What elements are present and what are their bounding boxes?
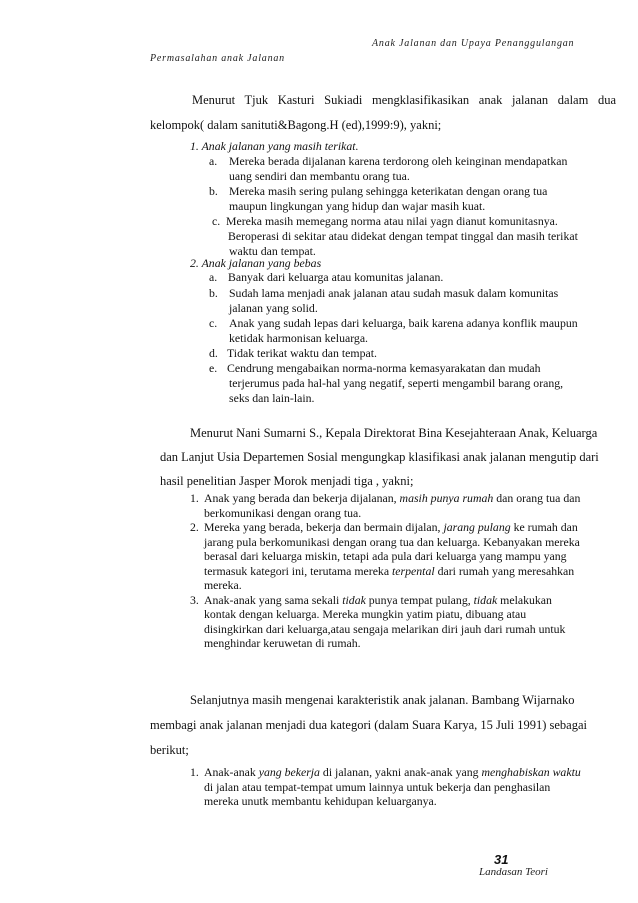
list-text: ketidak harmonisan keluarga. (229, 331, 369, 345)
list-text: Tidak terikat waktu dan tempat. (227, 346, 377, 360)
page-number: 31 (494, 852, 509, 867)
list-marker: c. (212, 214, 221, 228)
list-item (209, 270, 629, 286)
section1-line2: kelompok( dalam sanituti&Bagong.H (ed),1999:9), yakni; (150, 118, 442, 132)
list-item (209, 346, 629, 361)
list-item (209, 154, 629, 169)
list-item-cont (190, 506, 620, 521)
list-item-cont (190, 794, 620, 809)
section2-line2: dan Lanjut Usia Departemen Sosial mengungkap klasifikasi anak jalanan mengutip dari (160, 450, 599, 464)
list-item-cont (209, 199, 629, 214)
list-text: seks dan lain-lain. (229, 391, 315, 405)
list-text: Banyak dari keluarga atau komunitas jalanan. (228, 270, 444, 284)
list-text: termasuk kategori ini, terutama mereka terpental dari rumah yang meresahkan (204, 563, 575, 578)
list-marker: 1. (190, 765, 199, 779)
group1-title: 1. Anak jalanan yang masih terikat. (190, 139, 359, 153)
list-marker: 2. (190, 520, 199, 534)
list-text: Anak yang berada dan bekerja dijalanan, masih punya rumah dan orang tua dan (204, 491, 581, 505)
list-text: Sudah lama menjadi anak jalanan atau sudah masuk dalam komunitas (229, 286, 559, 300)
list-item (209, 184, 629, 199)
list-item-cont (209, 376, 629, 391)
section3-line2: membagi anak jalanan menjadi dua kategori (dalam Suara Karya, 15 Juli 1991) sebagai (150, 718, 587, 732)
list-marker: d. (209, 346, 218, 360)
list-item-cont (190, 622, 620, 637)
list-item (190, 491, 620, 506)
list-item-cont (190, 549, 620, 564)
list-item (209, 214, 629, 229)
list-item-cont (190, 578, 620, 593)
list-marker: 1. (190, 491, 199, 505)
section2-line1: Menurut Nani Sumarni S., Kepala Direktorat Bina Kesejahteraan Anak, Keluarga (190, 426, 598, 440)
list-text: disingkirkan dari keluarga,atau sengaja melarikan diri jauh dari rumah untuk (204, 621, 566, 636)
section3-line1: Selanjutnya masih mengenai karakteristik anak jalanan. Bambang Wijarnako (190, 693, 575, 707)
list-text: kontak dengan keluarga. Mereka mungkin yatim piatu, dibuang atau (204, 607, 527, 621)
list-item-cont (209, 391, 629, 406)
list-item-cont (190, 780, 620, 795)
list-text: uang sendiri dan membantu orang tua. (229, 169, 410, 183)
list-text: Mereka berada dijalanan karena terdorong oleh keinginan mendapatkan (229, 154, 568, 168)
list-item (190, 765, 620, 780)
list-marker: c. (209, 316, 218, 330)
group1-list (209, 154, 629, 259)
list-marker: e. (209, 361, 218, 375)
list-text: Anak-anak yang sama sekali tidak punya tempat pulang, tidak melakukan (204, 592, 552, 607)
list-text: menghindar keruwetan di rumah. (204, 636, 361, 650)
list-text: berkomunikasi dengan orang tua. (204, 505, 362, 520)
section3-list (190, 765, 620, 809)
section2-list (190, 491, 620, 651)
list-item-cont (209, 229, 629, 244)
list-item-cont (190, 636, 620, 651)
running-header-left: Permasalahan anak Jalanan (150, 53, 285, 64)
list-item (209, 361, 629, 376)
group2-title: 2. Anak jalanan yang bebas (190, 256, 322, 270)
list-text: Mereka yang berada, bekerja dan bermain dijalan, jarang pulang ke rumah dan (204, 520, 578, 534)
section3-line3: berikut; (150, 743, 189, 757)
list-marker: b. (209, 286, 218, 300)
list-text: mereka. (204, 578, 242, 592)
list-text: Mereka masih sering pulang sehingga keterikatan dengan orang tua (229, 184, 548, 198)
list-marker: a. (209, 154, 218, 168)
list-text: Mereka masih memegang norma atau nilai yagn dianut komunitasnya. (226, 214, 558, 228)
group2-list (209, 270, 629, 406)
list-marker: b. (209, 184, 218, 198)
list-text: Cendrung mengabaikan norma-norma kemasyarakatan dan mudah (227, 361, 541, 375)
list-item (209, 286, 629, 301)
list-text: waktu dan tempat. (229, 244, 316, 258)
list-item (190, 593, 620, 608)
section2-line3: hasil penelitian Jasper Morok menjadi tiga , yakni; (160, 474, 414, 488)
list-item-cont (209, 301, 629, 316)
list-text: jarang pula berkomunikasi dengan orang tua dan keluarga. Kebanyakan mereka (204, 534, 580, 549)
list-item-cont (190, 535, 620, 550)
list-text: terjerumus pada hal-hal yang negatif, seperti mengambil barang orang, (229, 376, 564, 390)
list-marker: a. (209, 270, 218, 284)
list-text: mereka unutk membantu kehidupan keluarganya. (204, 794, 437, 808)
running-header-right: Anak Jalanan dan Upaya Penanggulangan (372, 38, 575, 49)
list-item-cont (209, 169, 629, 184)
list-item-cont (190, 564, 620, 579)
list-text: Beroperasi di sekitar atau didekat dengan tempat tinggal dan masih terikat (228, 229, 578, 243)
footer-chapter: Landasan Teori (479, 866, 548, 878)
list-item-cont (190, 607, 620, 622)
list-text: Anak-anak yang bekerja di jalanan, yakni anak-anak yang menghabiskan waktu (204, 765, 581, 779)
list-text: maupun lingkungan yang hidup dan wajar masih kuat. (229, 199, 486, 213)
list-item-cont (209, 331, 629, 346)
list-item (209, 316, 629, 331)
list-text: berasal dari keluarga miskin, tetapi ada pula dari keluarga yang mampu yang (204, 549, 567, 563)
list-item (190, 520, 620, 535)
section1-line1: Menurut Tjuk Kasturi Sukiadi mengklasifikasikan anak jalanan dalam dua (192, 93, 616, 107)
list-text: di jalan atau tempat-tempat umum lainnya untuk bekerja dan penghasilan (204, 779, 551, 794)
list-text: jalanan yang solid. (229, 301, 318, 315)
list-marker: 3. (190, 592, 199, 607)
list-text: Anak yang sudah lepas dari keluarga, baik karena adanya konflik maupun (229, 316, 578, 330)
